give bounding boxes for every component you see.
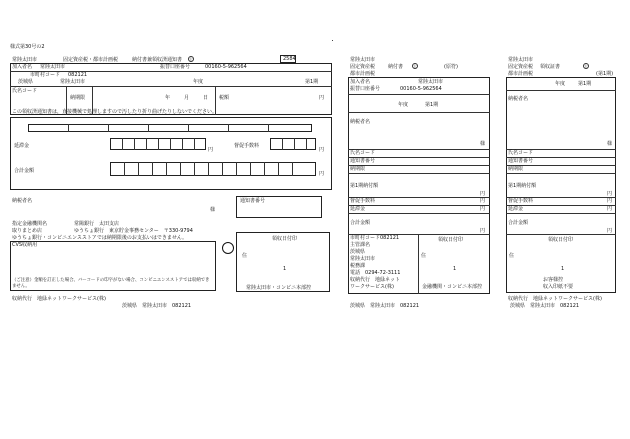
p2-row-4: 督促手数料 [350,198,376,204]
rule [332,40,333,41]
p1-code: 082121 [68,72,88,78]
p1-stamp-title: 領収日付印 [272,236,298,242]
p3-keep2: 収入印紙不要 [543,284,574,290]
rule [348,173,490,174]
p2-yen-6: 円 [480,228,486,234]
rule [194,162,195,176]
rule [506,234,616,235]
p1-payee-label: 加入者名 [12,64,33,70]
p3-row-1: 通知書番号 [508,158,534,164]
p2-info-5: 収納代行 地緑ネット [350,277,401,283]
rule [506,213,616,214]
p3-footer: 茨城県 常陸太田市 082121 [510,303,580,309]
p2-city: 常陸太田市 [350,57,376,63]
p2-payee-label: 加入者名 [350,79,371,85]
p2-payer: 納税者名 [350,119,371,125]
rule [236,162,237,176]
rule [222,162,223,176]
p1-year: 年度 [193,79,204,85]
p2-acct-label: 振替口座番号 [350,86,381,92]
p1-d: 日 [203,95,209,101]
rule [158,138,159,150]
p3-yen-3: 円 [607,191,613,197]
p2-payee: 常陸太田市 [418,79,444,85]
p1-due-label: 納期限 [70,95,86,101]
p2-info-0: 主管課名 [350,242,371,248]
p1-stamp-in: 住 [242,253,248,259]
p1-fee: 督促手数料 [234,143,260,149]
p2-info-4: 電話 0294-72-3111 [350,270,401,276]
rule [152,162,153,176]
p1-city2: 常陸太田市 [60,79,86,85]
p3-keep1: お客様控 [543,277,564,283]
p2-stamp-bottom: 金融機関・コンビニ本部控 [422,284,483,290]
p2-yen-3: 円 [480,191,486,197]
p2-info-1: 茨城県 [350,249,366,255]
p3-yen-5: 円 [607,206,613,212]
p1-fee-yen: 円 [319,147,325,153]
punch-hole-icon [222,242,234,254]
p2-stamp-in: 住 [421,253,427,259]
p3-yen-6: 円 [607,228,613,234]
p3-stamp-in: 住 [509,253,515,259]
p1-acct-label: 振替口座番号 [160,64,191,70]
rule [250,162,251,176]
p1-payer: 納税者名 [12,198,33,204]
p1-y: 年 [165,95,171,101]
p3-row-0: 氏名コード [508,150,534,156]
p3-period: (第1期) [596,71,614,77]
p3-stamp-title: 領収日付印 [548,237,574,243]
rule [124,162,125,176]
p1-yen: 円 [319,95,325,101]
rule [348,213,490,214]
rule [138,162,139,176]
rule [292,162,293,176]
p2-year: 年度 [398,102,409,108]
p3-tax: 固定資産税 [508,64,534,70]
rule [348,112,490,113]
rule [188,124,189,132]
rule [228,124,229,132]
p3-row-4: 督促手数料 [508,198,534,204]
p3-row-2: 納期限 [508,166,524,172]
p2-stamp-title: 領収日付印 [438,237,464,243]
p1-handler: ゆうちょ銀行 東京貯金事務センター 〒330-9794 [74,228,193,234]
p1-sama: 様 [210,207,216,213]
p1-name-code: 氏名コード [12,88,38,94]
p2-row-5: 延滞金 [350,206,366,212]
p1-tax: 固定資産税・都市計画税 [63,57,119,63]
rule [122,138,123,150]
p1-stamp-1: 1 [283,266,287,272]
p3-seal-icon: 公 [584,64,588,68]
p1-fee-boxes [270,138,316,150]
rule [68,124,69,132]
p3-row-3: 第1期納付額 [508,183,537,189]
p3-payer: 納税者名 [508,96,529,102]
p1-bank-label: 指定金融機関名 [12,221,48,227]
p1-stamp-bottom: 常陸太田市・コンビニ本部控 [246,285,312,291]
p1-acct: 00160-5-962564 [205,64,247,70]
p1-total-boxes [110,162,316,176]
p1-city: 常陸太田市 [12,57,38,63]
rule [146,138,147,150]
rule [282,138,283,150]
p1-num: 2584 [283,56,296,62]
p2-yen-5: 円 [480,206,486,212]
p1-total: 合計金額 [14,168,35,174]
rule [148,124,149,132]
p1-tax-amt: 税額 [219,95,230,101]
p1-seal-icon: 公 [189,57,193,61]
p2-row-6: 合計金額 [350,220,371,226]
rule [268,124,269,132]
rule [506,173,616,174]
p2-row-2: 納期限 [350,166,366,172]
p2-doc: 納付書 [388,64,404,70]
rule [348,205,490,206]
p1-late-yen: 円 [208,147,214,153]
p2-yen-4: 円 [480,198,486,204]
p2-period: 第1期 [425,102,439,108]
p2-row-1: 通知書番号 [350,158,376,164]
p2-tax: 固定資産税 [350,64,376,70]
p3-doc: 領収証書 [540,64,561,70]
p2-info-6: ワークサービス(株) [350,284,394,290]
rule [108,124,109,132]
p2-row-3: 第1期納付額 [350,183,379,189]
p1-bank: 常陽銀行 太田支店 [74,221,120,227]
rule [134,138,135,150]
rule [348,165,490,166]
p3-period2: 第1期 [578,81,592,87]
p3-stamp-1: 1 [561,266,565,272]
p1-notice-no: 通知書番号 [240,198,266,204]
p2-info-2: 常陸太田市 [350,256,376,262]
rule [506,90,616,91]
p2-stamp-1: 1 [453,266,457,272]
rule [208,162,209,176]
p1-late-fee: 延滞金 [14,143,30,149]
rule [194,138,195,150]
p3-agent: 収納代行 地緑ネットワークサービス(株) [508,296,602,302]
form-number: 様式第30号の2 [10,44,45,50]
rule [166,162,167,176]
p3-row-5: 延滞金 [508,206,524,212]
rule [418,234,419,294]
p1-cvs: CVS収納用 [12,242,38,248]
p1-m: 月 [184,95,190,101]
p2-footer: 茨城県 常陸太田市 082121 [350,303,420,309]
p2-code: 市町村コード082121 [350,235,400,241]
p2-seal-icon: 公 [413,64,417,68]
p2-row-0: 氏名コード [350,150,376,156]
rule [180,162,181,176]
p2-sub: 都市計画税 [350,71,376,77]
p1-footer: 茨城県 常陸太田市 082121 [122,303,192,309]
p2-info-3: 税務課 [350,263,366,269]
rule [278,162,279,176]
p3-city: 常陸太田市 [508,57,534,63]
p1-barcode-note: （ご注意）金額を訂正した場合、バーコードの印字がない場合、コンビニエンスストアでは収納できません。 [12,278,210,289]
p3-year: 年度 [555,81,566,87]
p3-row-6: 合計金額 [508,220,529,226]
p1-period: 第1期 [305,79,319,85]
rule [306,138,307,150]
p1-total-yen: 円 [319,171,325,177]
p1-code-label: 市町村コード [30,72,61,78]
p1-note2: ゆうちょ銀行・コンビニエンスストアでは納期限後のお支払いはできません。 [12,235,188,241]
p1-title: 納付書兼領収済通知書 [132,57,183,63]
rule [264,162,265,176]
p1-agent: 収納代行 地緑ネットワークサービス(株) [12,296,106,302]
rule [348,94,490,95]
rule [182,138,183,150]
p2-acct: 00160-5-962564 [400,86,442,92]
p1-pref: 茨城県 [18,79,34,85]
p3-sama: 様 [607,141,613,147]
rule [10,86,332,87]
p1-handler-label: 取りまとめ店 [12,228,43,234]
p3-sub: 都市計画税 [508,71,534,77]
p1-payee: 常陸太田市 [40,64,66,70]
p2-sama: 様 [480,141,486,147]
p1-note: この領収済通知書は，直接機械で処理しますので汚したり折り曲げたりしないでください。 [12,109,218,115]
p2-tag: (原符) [444,64,458,70]
p3-yen-4: 円 [607,198,613,204]
rule [294,138,295,150]
rule [170,138,171,150]
p1-ocr-line [28,124,312,132]
